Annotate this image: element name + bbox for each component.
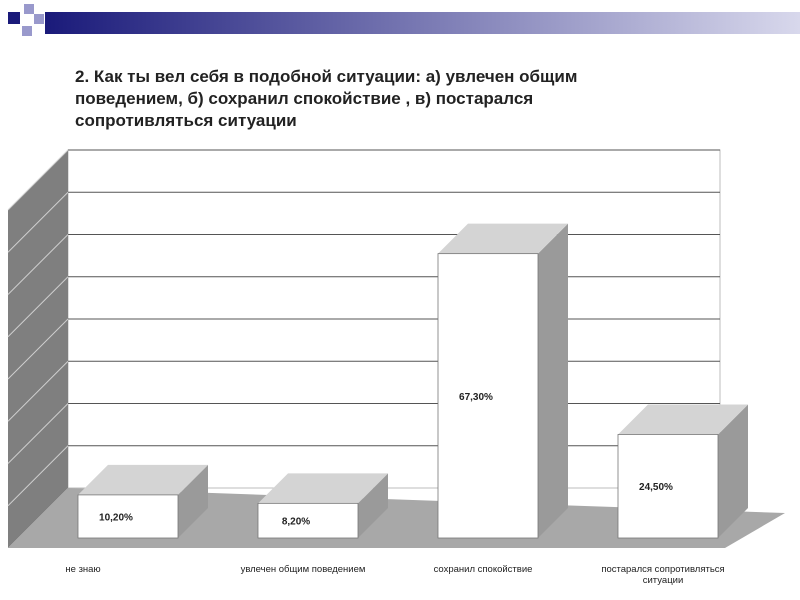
- header-gradient-bar: [45, 12, 800, 34]
- data-label: 24,50%: [639, 482, 673, 494]
- slide-title: 2. Как ты вел себя в подобной ситуации: а) увлечен общим поведением, б) сохранил спокойствие , в) постарался сопротивляться ситуации: [75, 67, 578, 130]
- category-label: ситуации: [642, 575, 684, 586]
- decor-square-dark: [8, 12, 20, 24]
- category-label: увлечен общим поведением: [240, 564, 366, 575]
- bar-side: [538, 224, 568, 538]
- header-band: [0, 0, 800, 48]
- data-label: 8,20%: [281, 516, 311, 528]
- bar-chart: [0, 140, 800, 600]
- bar: [438, 224, 568, 538]
- chart-category-labels: [65, 564, 724, 586]
- category-label: сохранил спокойствие: [433, 564, 533, 575]
- bar: [618, 404, 748, 538]
- category-label: не знаю: [65, 564, 101, 575]
- decor-square-light: [24, 4, 34, 14]
- data-label: 67,30%: [459, 391, 493, 403]
- category-label: постарался сопротивляться: [601, 564, 725, 575]
- header-band-graphic: [0, 0, 800, 48]
- bar: [78, 465, 208, 538]
- decor-square-light: [34, 14, 44, 24]
- decor-square-light: [22, 26, 32, 36]
- data-label: 10,20%: [99, 512, 133, 524]
